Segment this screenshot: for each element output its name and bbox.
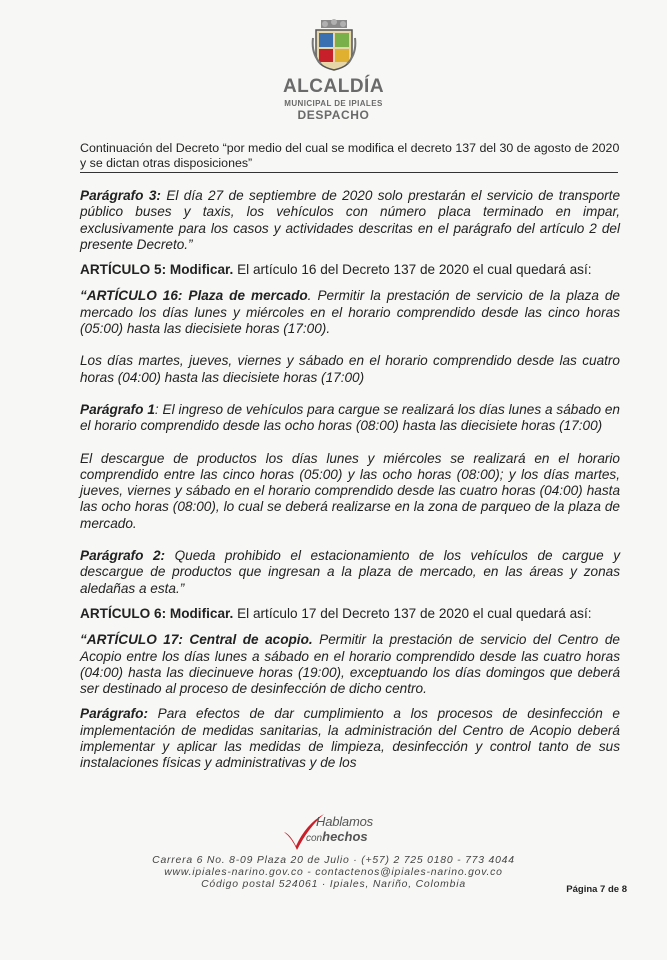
article-5-text: El artículo 16 del Decreto 137 de 2020 el cual quedará así: — [233, 262, 592, 278]
footer-web: www.ipiales-narino.gov.co - contactenos@ipiales-narino.gov.co — [164, 867, 503, 878]
paragraph-3 — [80, 188, 620, 253]
article-16-label: “ARTÍCULO 16: Plaza de mercado — [80, 288, 308, 304]
paragraph-1 — [80, 402, 620, 435]
slogan-line-2 — [306, 829, 368, 844]
header-divider — [80, 172, 618, 173]
article-5-label: ARTÍCULO 5: Modificar. — [80, 262, 234, 278]
coat-of-arms-icon — [311, 18, 357, 72]
continuation-header: Continuación del Decreto “por medio del cual se modifica el decreto 137 del 30 de agosto de 2020 y se dictan otras disposiciones” — [80, 141, 620, 170]
article-17-text: Permitir la prestación de servicio del Centro de Acopio entre los días lunes a sábado en el horario comprendido desde las cuatro horas (04:00) hasta las diecinueve horas (19:00), exceptuando los días domingos que deberá ser destinado al proceso de desinfección de dicho centro. — [80, 632, 620, 697]
letterhead — [0, 18, 667, 122]
slogan-line-1: Hablamos — [316, 814, 373, 829]
article-6-text: El artículo 17 del Decreto 137 de 2020 el cual quedará así: — [233, 605, 592, 621]
paragraph-final-label: Parágrafo: — [80, 706, 148, 722]
article-16 — [80, 288, 620, 337]
article-16-text: . Permitir la prestación de servicio de la plaza de mercado los días lunes y miércoles en el horario comprendido desde las cinco horas (05:00) hasta las diecisiete horas (17:00). — [80, 288, 620, 337]
org-subtitle: MUNICIPAL DE IPIALES — [284, 99, 383, 108]
article-16-p2: Los días martes, jueves, viernes y sábado en el horario comprendido desde las cuatro horas (04:00) hasta las diecisiete horas (17:00) — [80, 353, 620, 385]
article-17-label: “ARTÍCULO 17: Central de acopio. — [80, 632, 313, 648]
slogan-con: con — [306, 833, 323, 844]
article-17 — [80, 632, 620, 697]
paragraph-2-label: Parágrafo 2: — [80, 548, 166, 564]
document-body — [80, 188, 620, 772]
paragraph-final-text: Para efectos de dar cumplimiento a los procesos de desinfección e implementación de medidas sanitarias, la administración del Centro de Acopio deberá implementar y aplicar las medidas de limpieza, desinfección y control tanto de sus instalaciones físicas y administrativas y de los — [80, 706, 620, 771]
paragraph-1-p2: El descargue de productos los días lunes y miércoles se realizará en el horario comprendido entre las cinco horas (05:00) y las ocho horas (08:00); y los días martes, jueves, viernes y sábado en el horario comprendido desde las cuatro horas (04:00) hasta las ocho horas (08:00), lo cual se deberá realizarse en la zona de parqueo de la plaza de mercado. — [80, 450, 620, 531]
paragraph-2-text: Queda prohibido el estacionamiento de los vehículos de cargue y descargue de productos que ingresan a la plaza de mercado, en las áreas y zonas aledañas a esta.” — [80, 548, 620, 596]
article-6-label: ARTÍCULO 6: Modificar. — [80, 605, 234, 621]
org-name: ALCALDÍA — [282, 76, 385, 97]
paragraph-3-text: El día 27 de septiembre de 2020 solo prestarán el servicio de transporte público buses y taxis, los vehículos con número placa terminado en impar, exclusivamente para los casos y actividades descritas en el parágrafo del artículo 2 del presente Decreto.” — [80, 188, 621, 252]
paragraph-final — [80, 706, 620, 771]
page-number: Página 7 de 8 — [566, 884, 627, 895]
paragraph-3-label: Parágrafo 3: — [80, 188, 161, 203]
slogan-hechos: hechos — [322, 829, 368, 844]
article-5 — [80, 262, 620, 278]
paragraph-2 — [80, 548, 620, 597]
footer-address: Carrera 6 No. 8-09 Plaza 20 de Julio · (+57) 2 725 0180 - 773 4044 — [152, 855, 515, 866]
footer-postal: Código postal 524061 · Ipiales, Nariño, Colombia — [201, 879, 466, 890]
article-6 — [80, 606, 620, 622]
org-department: DESPACHO — [297, 108, 370, 122]
paragraph-1-label: Parágrafo 1 — [80, 401, 155, 417]
paragraph-1-text: : El ingreso de vehículos para cargue se realizará los días lunes a sábado en el horario comprendido desde las ocho horas (08:00) hasta las diecisiete horas (17:00) — [80, 401, 620, 434]
